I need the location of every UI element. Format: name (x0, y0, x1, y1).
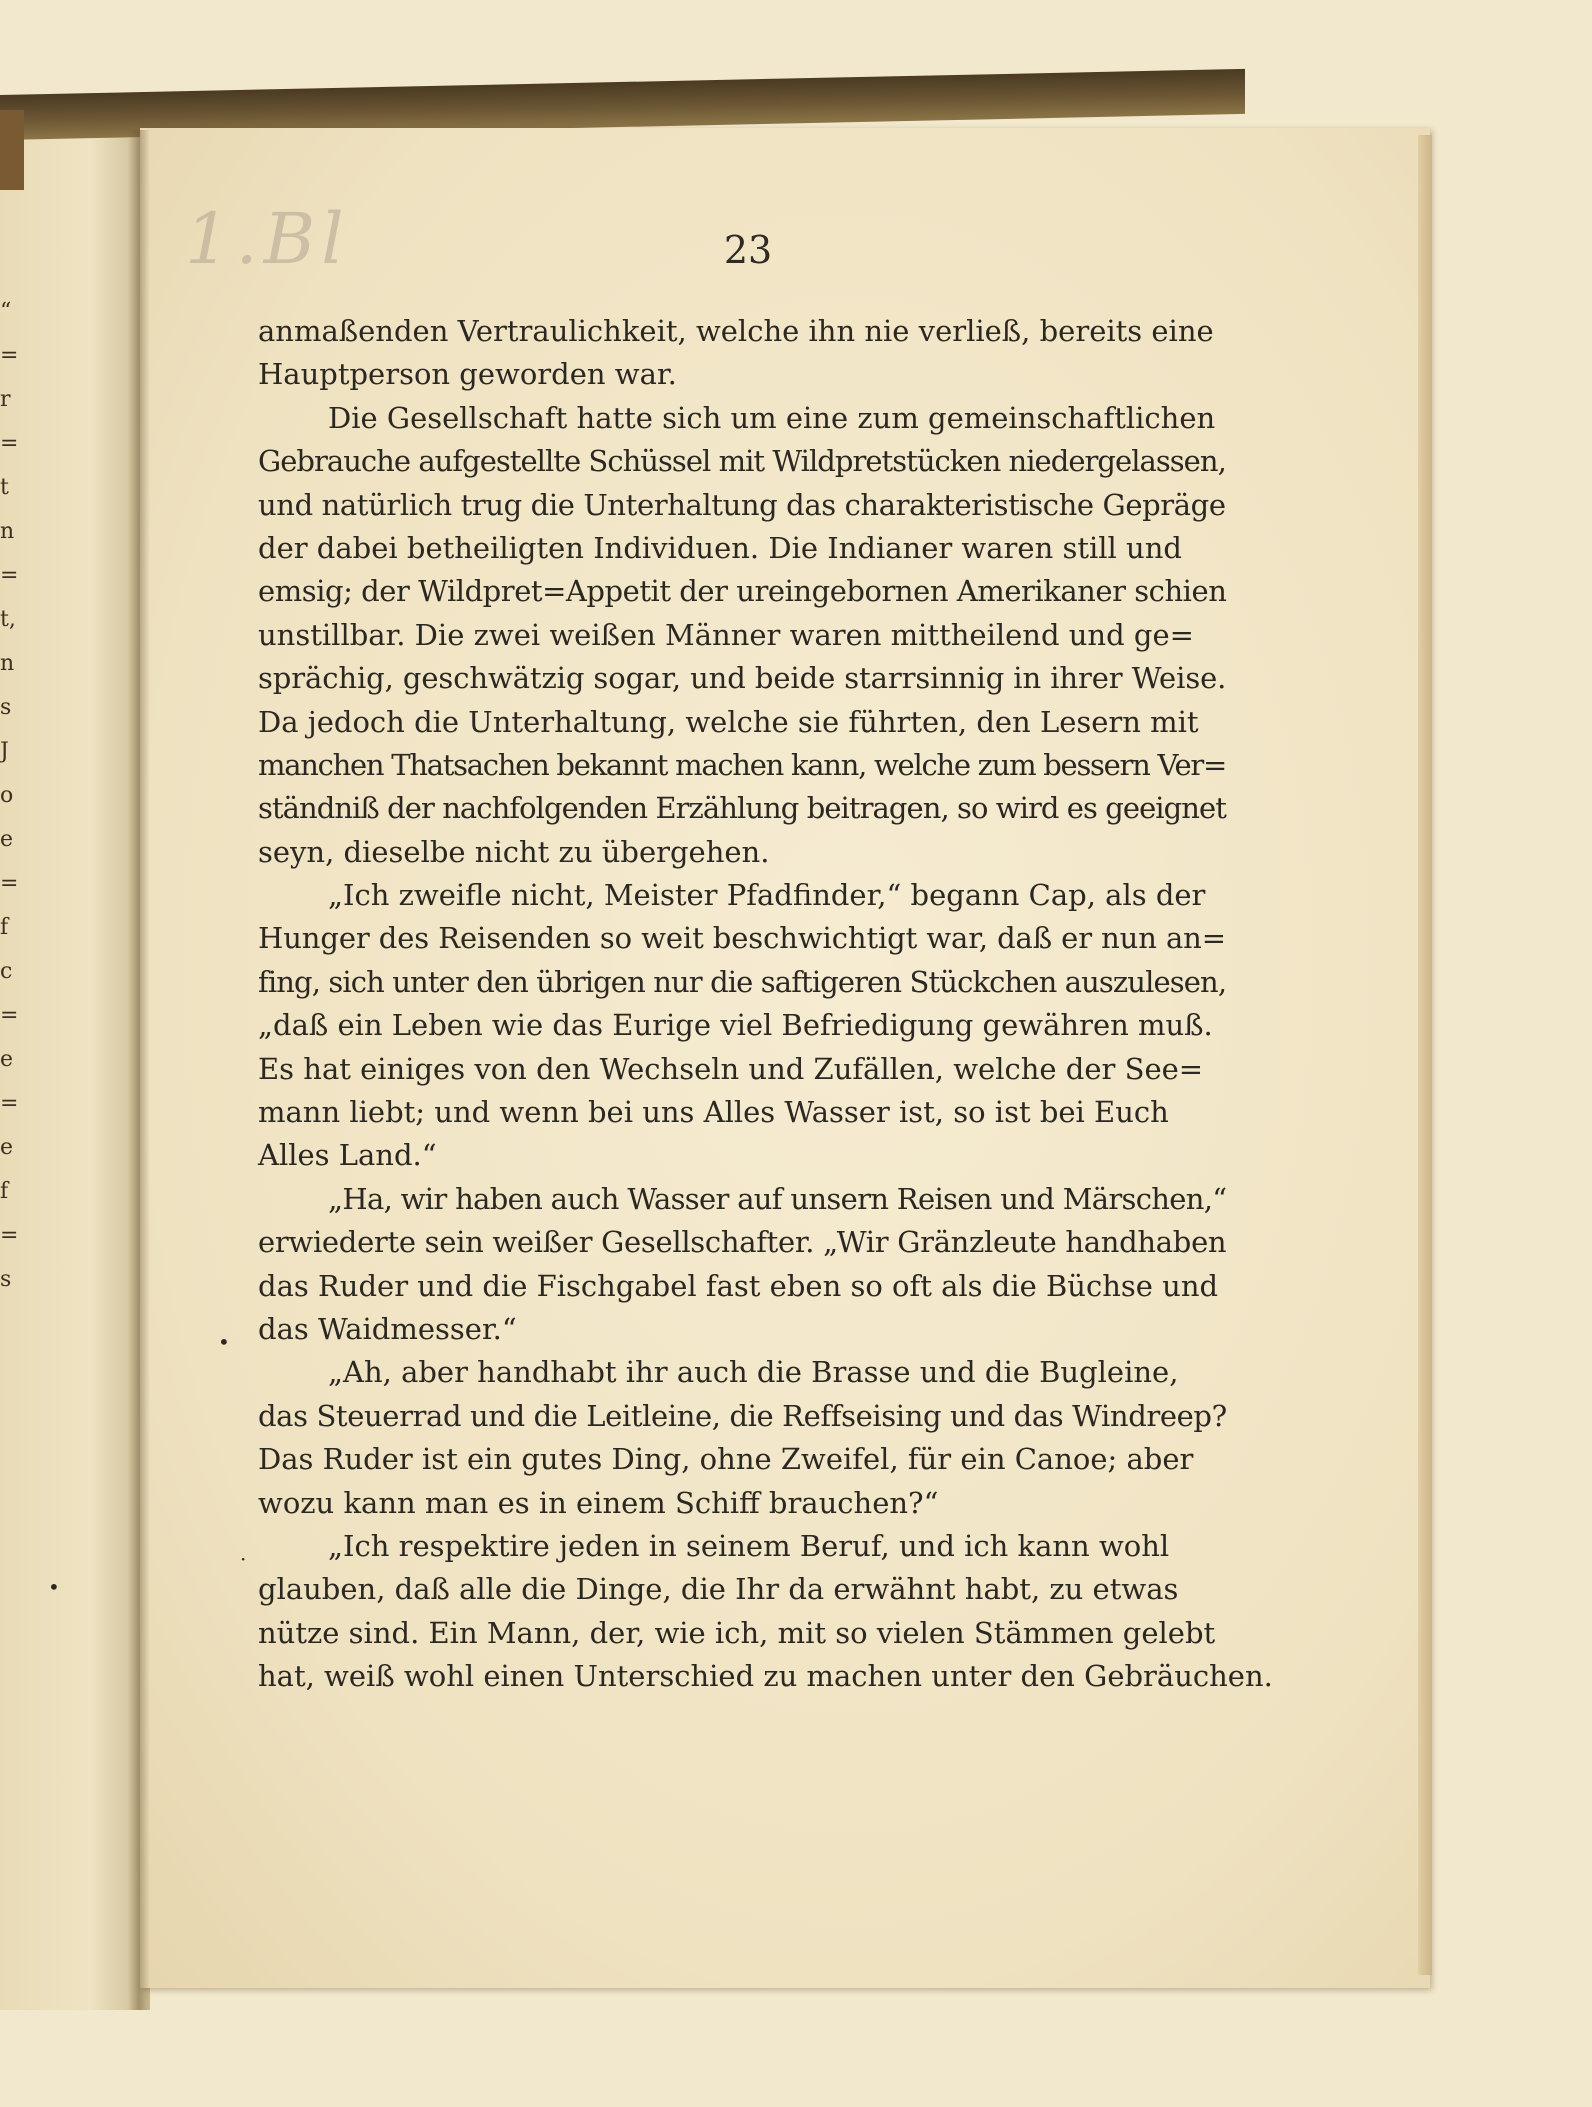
margin-fragment: J (0, 739, 9, 764)
margin-fragment: = (0, 563, 19, 588)
spine-shadow (128, 130, 150, 2010)
text-line: sprächig, geschwätzig sogar, und beide starrsinnig in ihrer Weise. (258, 661, 1227, 696)
book-cover-left-corner (0, 110, 24, 190)
pencil-annotation: 1.Bl (185, 198, 350, 280)
margin-fragment: e (0, 827, 14, 852)
text-line: „daß ein Leben wie das Eurige viel Befriedigung gewähren muß. (258, 1008, 1213, 1043)
text-line: Alles Land.“ (258, 1138, 437, 1173)
text-line: Es hat einiges von den Wechseln und Zufällen, welche der See= (258, 1051, 1204, 1086)
text-line: das Steuerrad und die Leitleine, die Reffseising und das Windreep? (258, 1398, 1227, 1433)
margin-fragment: f (0, 915, 9, 940)
ink-speck: • (48, 1575, 60, 1599)
margin-fragment: = (0, 343, 19, 368)
text-line: Hunger des Reisenden so weit beschwichtigt war, daß er nun an= (258, 921, 1226, 956)
margin-fragment: s (0, 1267, 12, 1292)
text-line: das Waidmesser.“ (258, 1311, 517, 1346)
text-line: der dabei betheiligten Individuen. Die Indianer waren still und (258, 530, 1182, 565)
text-line: seyn, dieselbe nicht zu übergehen. (258, 834, 770, 869)
margin-fragment: = (0, 431, 19, 456)
text-line: hat, weiß wohl einen Unterschied zu machen unter den Gebräuchen. (258, 1659, 1273, 1694)
margin-fragment: e (0, 1047, 14, 1072)
margin-fragment: = (0, 1003, 19, 1028)
text-line: „Ich zweifle nicht, Meister Pfadfinder,“ begann Cap, als der (328, 878, 1206, 913)
margin-fragment: “ (0, 299, 12, 324)
text-line: „Ich respektire jeden in seinem Beruf, und ich kann wohl (328, 1528, 1170, 1563)
margin-fragment: = (0, 1091, 19, 1116)
text-line: Die Gesellschaft hatte sich um eine zum gemeinschaftlichen (328, 400, 1216, 435)
ink-speck: • (218, 1330, 230, 1354)
text-line: emsig; der Wildpret=Appetit der ureingebornen Amerikaner schien (258, 574, 1227, 609)
margin-fragment: n (0, 519, 15, 544)
text-line: anmaßenden Vertraulichkeit, welche ihn nie verließ, bereits eine (258, 314, 1214, 348)
text-line: Da jedoch die Unterhaltung, welche sie führten, den Lesern mit (258, 704, 1199, 739)
text-line: „Ah, aber handhabt ihr auch die Brasse und die Bugleine, (328, 1355, 1179, 1390)
margin-fragment: f (0, 1179, 9, 1204)
text-line: Das Ruder ist ein gutes Ding, ohne Zweifel, für ein Canoe; aber (258, 1442, 1194, 1477)
text-line: nütze sind. Ein Mann, der, wie ich, mit so vielen Stämmen gelebt (258, 1615, 1216, 1650)
margin-fragment: = (0, 871, 19, 896)
text-line: das Ruder und die Fischgabel fast eben so oft als die Büchse und (258, 1268, 1219, 1303)
text-line: mann liebt; und wenn bei uns Alles Wasser ist, so ist bei Euch (258, 1095, 1169, 1130)
margin-fragment: t, (0, 607, 16, 632)
text-line: ständniß der nachfolgenden Erzählung beitragen, so wird es geeignet (258, 791, 1226, 826)
body-text (258, 310, 1273, 1699)
text-line: fing, sich unter den übrigen nur die saftigeren Stückchen auszulesen, (258, 964, 1227, 999)
ink-speck: · (240, 1547, 247, 1571)
text-line: Hauptperson geworden war. (258, 357, 677, 392)
text-line: unstillbar. Die zwei weißen Männer waren mittheilend und ge= (258, 617, 1194, 652)
text-line: Gebrauche aufgestellte Schüssel mit Wildpretstücken niedergelassen, (258, 444, 1226, 479)
margin-fragment: = (0, 1223, 19, 1248)
text-line: manchen Thatsachen bekannt machen kann, welche zum bessern Ver= (258, 747, 1227, 782)
margin-fragment: o (0, 783, 14, 808)
text-line: wozu kann man es in einem Schiff brauchen?“ (258, 1485, 939, 1520)
margin-fragment: t (0, 475, 9, 500)
text-line: glauben, daß alle die Dinge, die Ihr da erwähnt habt, zu etwas (258, 1572, 1179, 1607)
left-margin-fragments (0, 290, 22, 1302)
margin-fragment: s (0, 695, 12, 720)
page-right-edge (1418, 135, 1432, 1975)
margin-fragment: n (0, 651, 15, 676)
margin-fragment: r (0, 387, 11, 412)
text-line: „Ha, wir haben auch Wasser auf unsern Reisen und Märschen,“ (328, 1181, 1227, 1216)
page-number: 23 (723, 228, 773, 272)
margin-fragment: e (0, 1135, 14, 1160)
text-line: und natürlich trug die Unterhaltung das charakteristische Gepräge (258, 487, 1226, 522)
margin-fragment: c (0, 959, 13, 984)
text-line: erwiederte sein weißer Gesellschafter. „Wir Gränzleute handhaben (258, 1225, 1227, 1260)
